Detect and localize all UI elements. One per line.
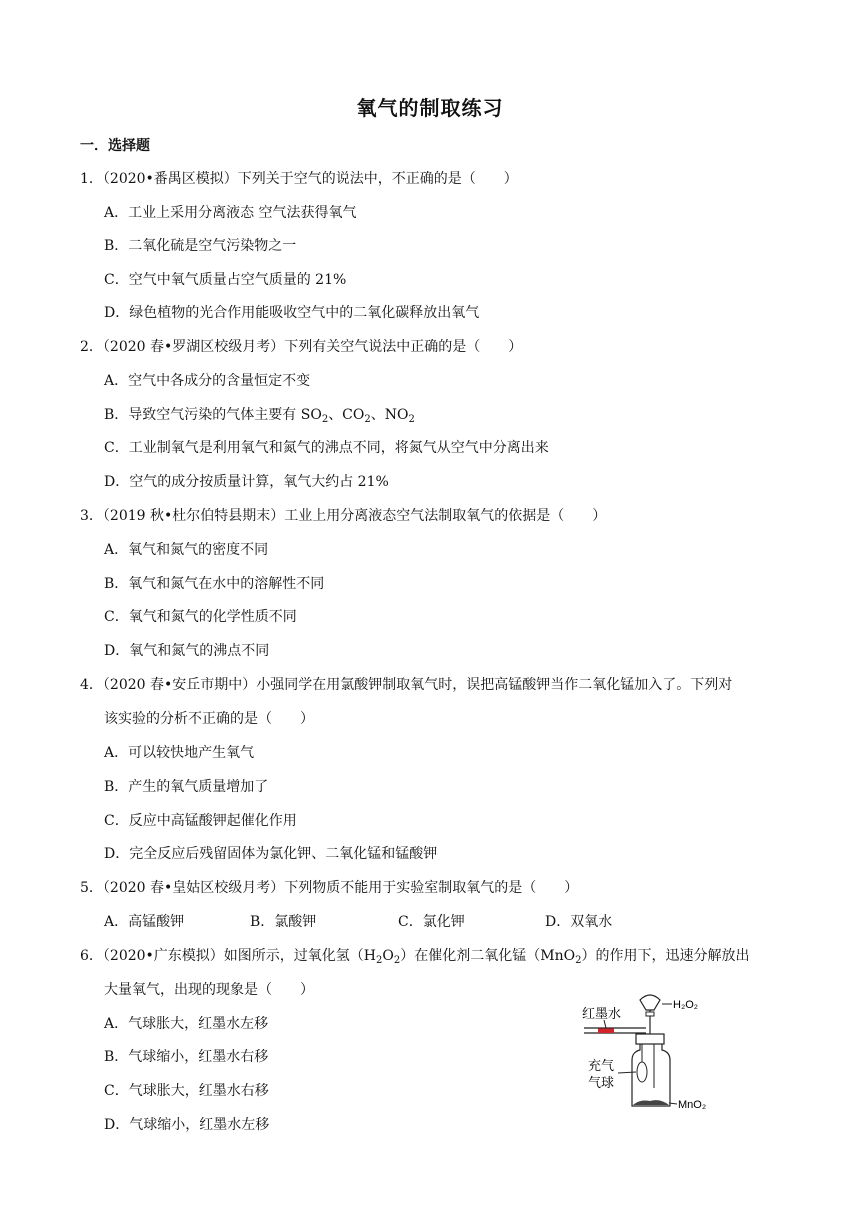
question-2-option-d[interactable]: D．空气的成分按质量计算，氧气大约占 21% — [104, 474, 389, 490]
balloon — [637, 1062, 647, 1082]
question-1-option-b[interactable]: B．二氧化硫是空气污染物之一 — [104, 238, 297, 254]
question-4-stem-continued: 该实验的分析不正确的是（ ） — [104, 711, 314, 727]
section-heading: 一．选择题 — [80, 138, 150, 154]
stem-text: ）在催化剂二氧化锰（MnO — [400, 948, 576, 964]
stem-text: 6．（2020•广东模拟）如图所示，过氧化氢（H — [80, 948, 377, 964]
question-3-option-a[interactable]: A．氧气和氮气的密度不同 — [104, 542, 269, 558]
question-6-option-c[interactable]: C．气球胀大，红墨水右移 — [104, 1083, 269, 1099]
question-2-option-c[interactable]: C．工业制氧气是利用氧气和氮气的沸点不同，将氮气从空气中分离出来 — [104, 440, 549, 456]
stem-text: ）的作用下，迅速分解放出 — [581, 948, 750, 964]
question-5-stem: 5．（2020 春•皇姑区校级月考）下列物质不能用于实验室制取氧气的是（ ） — [80, 880, 579, 896]
question-5-option-d[interactable]: D．双氧水 — [545, 914, 613, 930]
question-1-option-d[interactable]: D．绿色植物的光合作用能吸收空气中的二氧化碳释放出氧气 — [104, 305, 480, 321]
question-5-option-b[interactable]: B．氯酸钾 — [250, 914, 317, 930]
red-ink-drop — [598, 1029, 614, 1034]
subscript: 2 — [364, 414, 371, 425]
page-title: 氧气的制取练习 — [356, 96, 504, 120]
subscript: 2 — [575, 955, 582, 966]
balloon-pointer — [618, 1072, 636, 1073]
question-2-option-a[interactable]: A．空气中各成分的含量恒定不变 — [104, 373, 311, 389]
question-3-option-b[interactable]: B．氧气和氮气在水中的溶解性不同 — [104, 576, 325, 592]
stem-text: O — [382, 948, 394, 964]
balloon-label-line2: 气球 — [588, 1075, 615, 1090]
question-2-stem: 2．（2020 春•罗湖区校级月考）下列有关空气说法中正确的是（ ） — [80, 339, 523, 355]
funnel-stopcock — [646, 1012, 654, 1016]
question-5-option-a[interactable]: A．高锰酸钾 — [104, 914, 185, 930]
balloon-label-line1: 充气 — [588, 1058, 615, 1073]
question-1-stem: 1．（2020•番禺区模拟）下列关于空气的说法中，不正确的是（ ） — [80, 171, 518, 187]
question-4-stem: 4．（2020 春•安丘市期中）小强同学在用氯酸钾制取氧气时，误把高锰酸钾当作二氧化锰加入了。下列对 — [80, 677, 733, 693]
question-6-stem-continued: 大量氧气，出现的现象是（ ） — [104, 982, 314, 998]
question-6-stem — [80, 947, 749, 970]
option-text: 、NO — [370, 407, 409, 423]
question-6-option-d[interactable]: D．气球缩小，红墨水左移 — [104, 1117, 270, 1133]
question-1-option-c[interactable]: C．空气中氧气质量占空气质量的 21% — [104, 272, 347, 288]
option-text: 、CO — [328, 407, 365, 423]
question-5-option-c[interactable]: C．氯化钾 — [398, 914, 465, 930]
question-6-option-a[interactable]: A．气球胀大，红墨水左移 — [104, 1016, 269, 1032]
subscript: 2 — [408, 414, 415, 425]
question-3-stem: 3．（2019 秋•杜尔伯特县期末）工业上用分离液态空气法制取氧气的依据是（ ） — [80, 508, 607, 524]
question-4-option-a[interactable]: A．可以较快地产生氧气 — [104, 745, 255, 761]
subscript: 2 — [393, 955, 401, 966]
subscript: 2 — [376, 955, 383, 966]
option-text: B．导致空气污染的气体主要有 SO — [104, 407, 322, 423]
apparatus-figure — [580, 988, 730, 1118]
h2o2-label: H₂O₂ — [673, 999, 699, 1011]
question-4-option-d[interactable]: D．完全反应后残留固体为氯化钾、二氧化锰和锰酸钾 — [104, 846, 438, 862]
red-ink-label: 红墨水 — [582, 1006, 622, 1021]
mno2-solid — [633, 1100, 669, 1105]
question-6-option-b[interactable]: B．气球缩小，红墨水右移 — [104, 1049, 269, 1065]
question-4-option-b[interactable]: B．产生的氧气质量增加了 — [104, 779, 269, 795]
subscript: 2 — [321, 414, 329, 425]
question-1-option-a[interactable]: A．工业上采用分离液态 空气法获得氧气 — [104, 205, 357, 221]
question-2-option-b[interactable] — [104, 406, 415, 429]
mno2-label: MnO₂ — [678, 1099, 707, 1111]
question-3-option-c[interactable]: C．氧气和氮气的化学性质不同 — [104, 609, 297, 625]
bottle-stopper — [636, 1034, 664, 1044]
red-ink-pointer — [604, 1020, 606, 1028]
funnel-bulb — [640, 995, 660, 1010]
question-4-option-c[interactable]: C．反应中高锰酸钾起催化作用 — [104, 813, 297, 829]
question-3-option-d[interactable]: D．氧气和氮气的沸点不同 — [104, 643, 270, 659]
